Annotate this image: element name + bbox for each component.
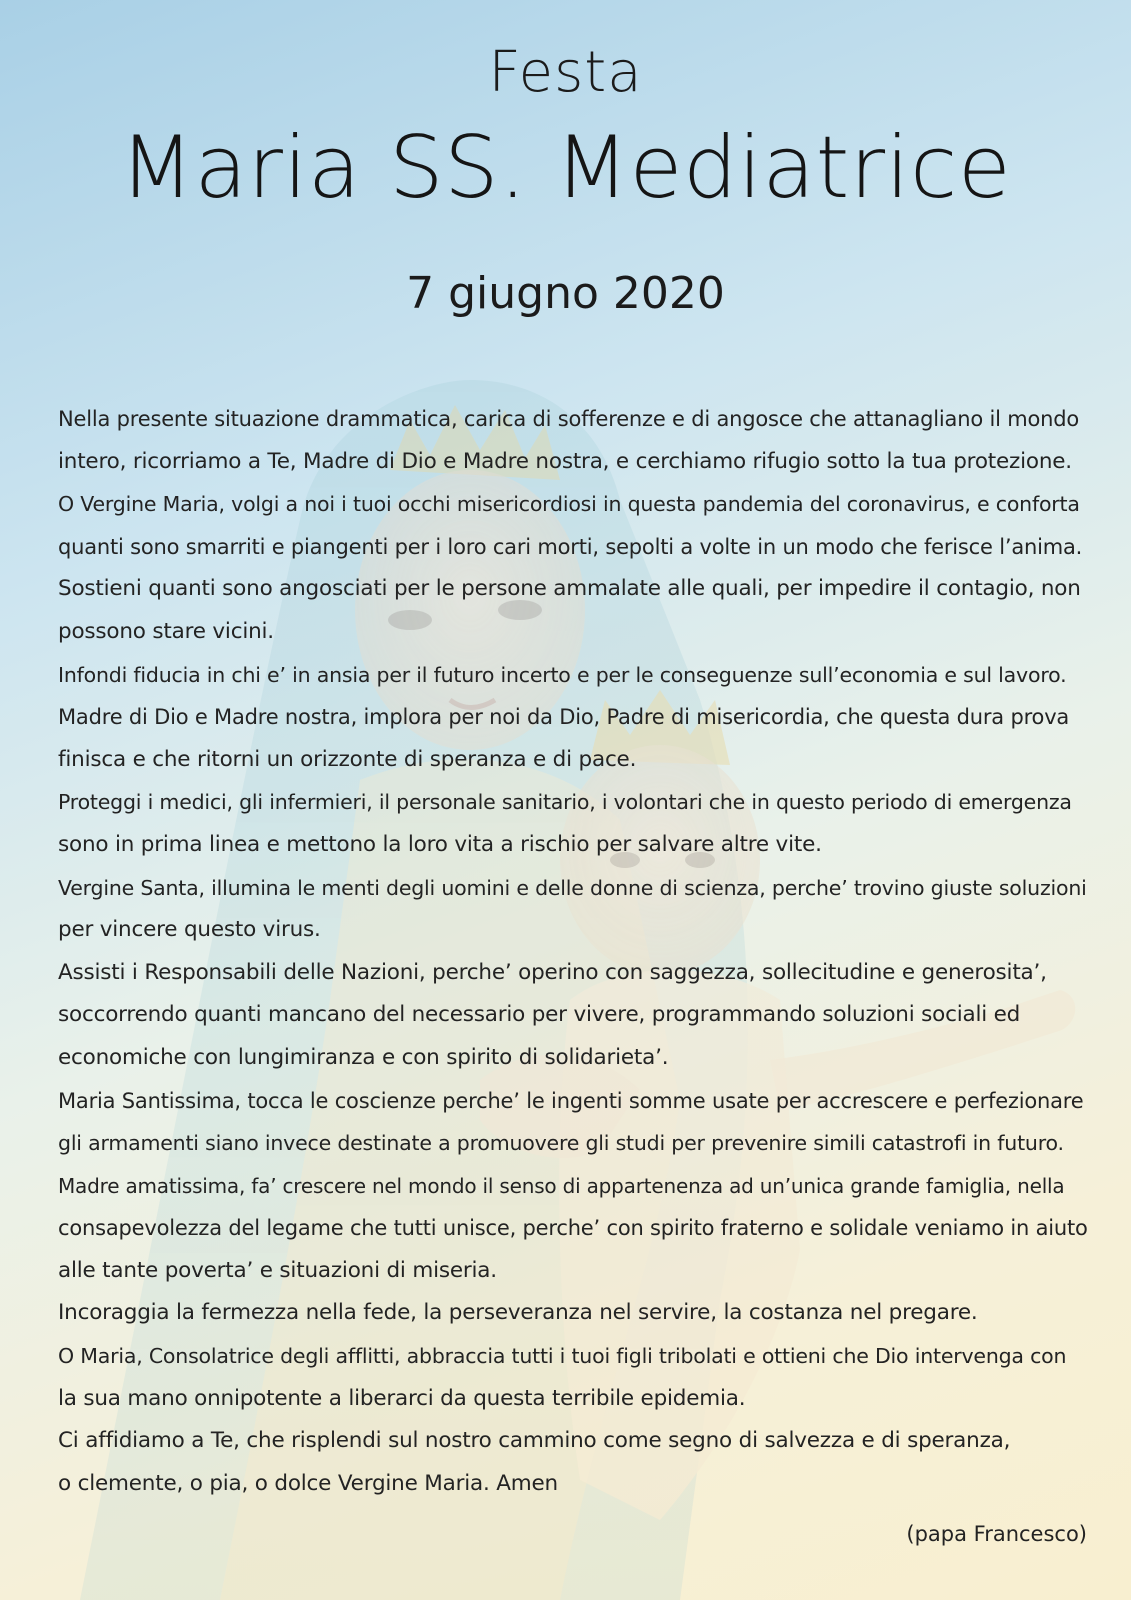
- prayer-line: Vergine Santa, illumina le menti degli uomini e delle donne di scienza, perche’ trovino giuste soluzioni: [58, 875, 1087, 900]
- prayer-line: gli armamenti siano invece destinate a promuovere gli studi per prevenire simili catastrofi in futuro.: [58, 1131, 1064, 1156]
- prayer-line: sono in prima linea e mettono la loro vita a rischio per salvare altre vite.: [58, 831, 822, 857]
- prayer-line: o clemente, o pia, o dolce Vergine Maria. Amen: [58, 1470, 558, 1496]
- prayer-line: per vincere questo virus.: [58, 917, 321, 943]
- prayer-line: Incoraggia la fermezza nella fede, la perseveranza nel servire, la costanza nel pregare.: [58, 1300, 978, 1326]
- prayer-line: alle tante poverta’ e situazioni di miseria.: [58, 1257, 497, 1283]
- prayer-text: [58, 398, 1088, 1505]
- prayer-line: Nella presente situazione drammatica, carica di sofferenze e di angosce che attanagliano il mondo: [58, 407, 1079, 431]
- prayer-line: Sostieni quanti sono angosciati per le persone ammalate alle quali, per impedire il contagio, non: [58, 576, 1081, 602]
- prayer-line: soccorrendo quanti mancano del necessario per vivere, programmando soluzioni sociali ed: [58, 1002, 1021, 1028]
- prayer-line: Proteggi i medici, gli infermieri, il personale sanitario, i volontari che in questo periodo di emergenza: [58, 790, 1072, 815]
- prayer-line: consapevolezza del legame che tutti unisce, perche’ con spirito fraterno e solidale veniamo in aiuto: [58, 1216, 1088, 1241]
- prayer-line: la sua mano onnipotente a liberarci da questa terribile epidemia.: [58, 1385, 746, 1411]
- prayer-line: Maria Santissima, tocca le coscienze perche’ le ingenti somme usate per accrescere e perfezionare: [58, 1088, 1084, 1113]
- prayer-line: intero, ricorriamo a Te, Madre di Dio e Madre nostra, e cerchiamo rifugio sotto la tua protezione.: [58, 448, 1072, 474]
- prayer-line: O Maria, Consolatrice degli afflitti, abbraccia tutti i tuoi figli tribolati e ottieni che Dio intervenga con: [58, 1344, 1067, 1369]
- page-title: Maria SS. Mediatrice: [119, 118, 1012, 218]
- author-attribution: (papa Francesco): [906, 1522, 1087, 1546]
- prayer-line: Assisti i Responsabili delle Nazioni, perche’ operino con saggezza, sollecitudine e generosita’,: [58, 959, 1047, 985]
- prayer-line: quanti sono smarriti e piangenti per i loro cari morti, sepolti a volte in un modo che ferisce l’anima.: [58, 534, 1083, 559]
- prayer-line: Madre amatissima, fa’ crescere nel mondo il senso di appartenenza ad un’unica grande famiglia, nella: [58, 1173, 1065, 1198]
- festa-heading: Festa: [488, 40, 643, 105]
- prayer-line: Infondi fiducia in chi e’ in ansia per il futuro incerto e per le conseguenze sull’economia e sul lavoro.: [58, 662, 1067, 687]
- event-date: 7 giugno 2020: [406, 268, 725, 319]
- prayer-line: possono stare vicini.: [58, 618, 274, 644]
- prayer-line: Ci affidiamo a Te, che risplendi sul nostro cammino come segno di salvezza e di speranza,: [58, 1428, 1011, 1454]
- prayer-line: finisca e che ritorni un orizzonte di speranza e di pace.: [58, 746, 637, 772]
- prayer-line: O Vergine Maria, volgi a noi i tuoi occhi misericordiosi in questa pandemia del coronavirus, e conforta: [58, 492, 1080, 517]
- prayer-line: economiche con lungimiranza e con spirito di solidarieta’.: [58, 1044, 669, 1070]
- prayer-line: Madre di Dio e Madre nostra, implora per noi da Dio, Padre di misericordia, che questa dura prova: [58, 705, 1070, 730]
